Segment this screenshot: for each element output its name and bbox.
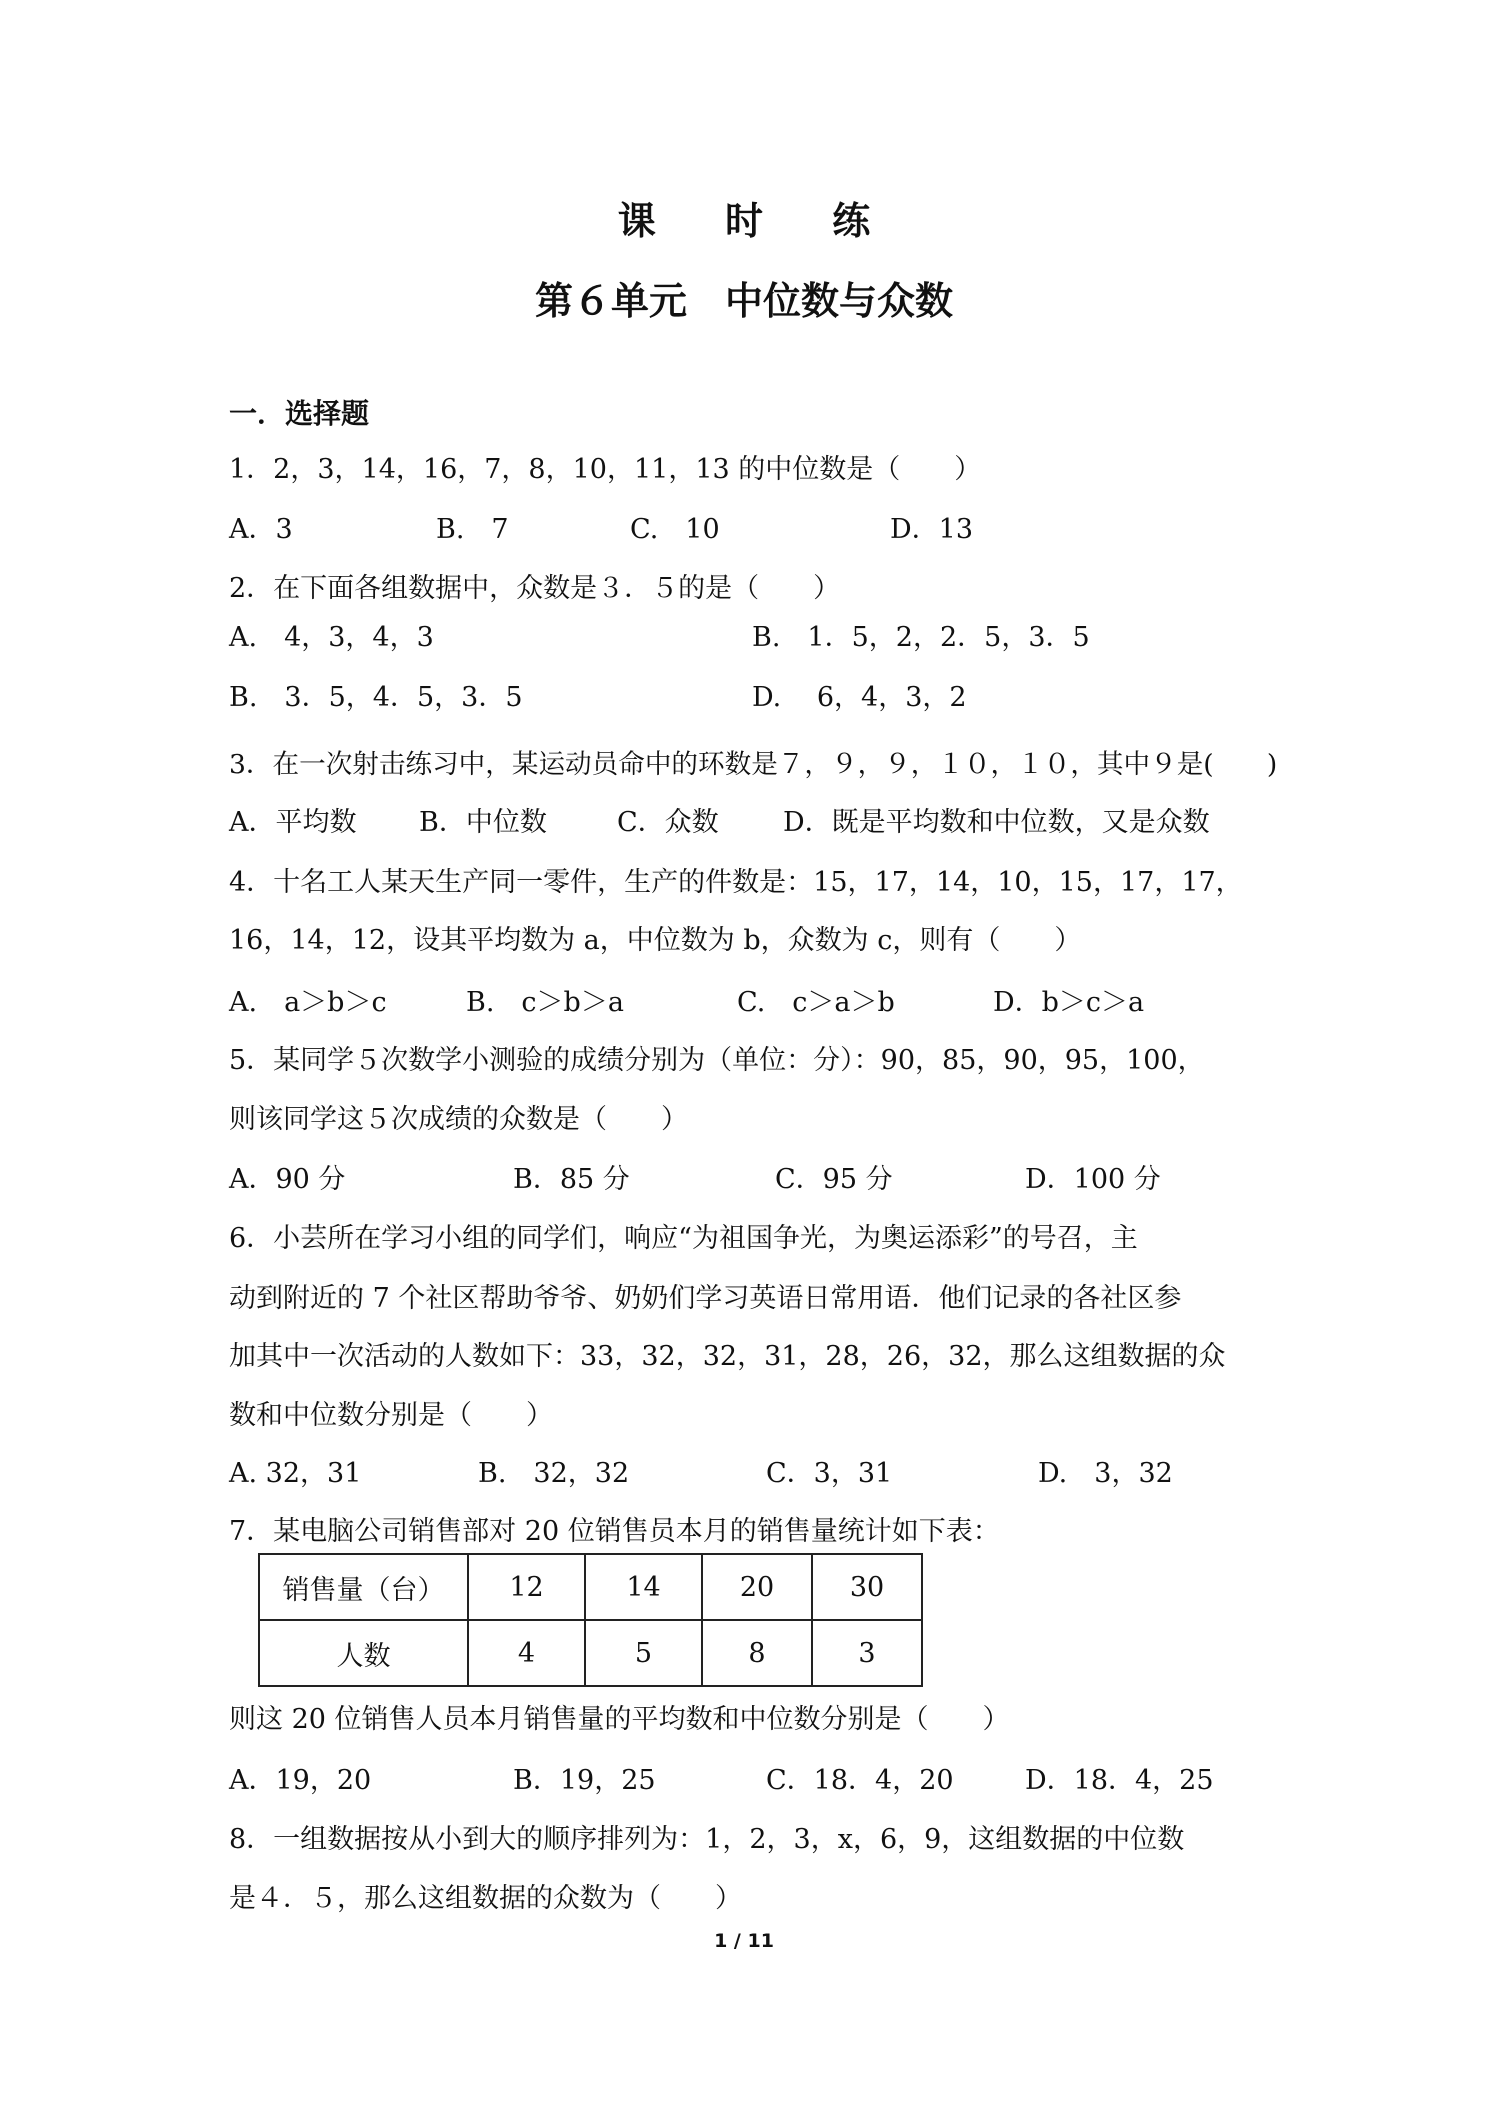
question-7-option-b: B．19，25 xyxy=(513,1765,656,1796)
question-5-option-c: C．95 分 xyxy=(775,1164,893,1195)
question-6-line-4: 数和中位数分别是（ ） xyxy=(229,1400,553,1431)
question-6-line-3: 加其中一次活动的人数如下：33，32，32，31，28，26，32，那么这组数据的众 xyxy=(229,1341,1226,1372)
question-4-option-b: B. c＞b＞a xyxy=(466,987,624,1018)
question-3-option-a: A．平均数 xyxy=(229,807,357,838)
question-6-option-a: A. 32，31 xyxy=(229,1458,362,1489)
question-5-line-2: 则该同学这５次成绩的众数是（ ） xyxy=(229,1104,688,1135)
question-6-line-1: 6．小芸所在学习小组的同学们，响应“为祖国争光，为奥运添彩”的号召，主 xyxy=(229,1223,1138,1254)
table-cell: 8 xyxy=(702,1620,812,1686)
question-7-option-a: A．19，20 xyxy=(229,1765,372,1796)
page-number: 1 / 11 xyxy=(714,1930,774,1952)
question-6-option-b: B. 32，32 xyxy=(478,1458,630,1489)
question-4-line-2: 16，14，12，设其平均数为 a，中位数为 b，众数为 c，则有（ ） xyxy=(229,925,1082,956)
question-5-line-1: 5．某同学５次数学小测验的成绩分别为（单位：分）：90，85，90，95，100， xyxy=(229,1045,1205,1076)
question-2-option-a: A. 4，3，4，3 xyxy=(229,622,434,653)
page-subtitle: 第６单元 中位数与众数 xyxy=(534,279,953,323)
table-cell: 3 xyxy=(812,1620,922,1686)
table-cell: 12 xyxy=(468,1554,585,1620)
question-7-option-d: D．18．4，25 xyxy=(1025,1765,1214,1796)
question-5-option-a: A．90 分 xyxy=(229,1164,346,1195)
sales-table xyxy=(258,1553,923,1687)
question-1-option-a: A．3 xyxy=(229,514,293,545)
table-cell: 20 xyxy=(702,1554,812,1620)
table-cell: 5 xyxy=(585,1620,702,1686)
question-8-line-1: 8．一组数据按从小到大的顺序排列为：1，2，3，x，6，9，这组数据的中位数 xyxy=(229,1824,1185,1855)
question-5-option-b: B．85 分 xyxy=(513,1164,630,1195)
question-4-line-1: 4．十名工人某天生产同一零件，生产的件数是：15，17，14，10，15，17，17， xyxy=(229,867,1243,898)
question-2-option-d: D. 6，4，3，2 xyxy=(752,682,967,713)
question-4-option-a: A. a＞b＞c xyxy=(229,987,387,1018)
question-1-stem: 1．2，3，14，16，7，8，10，11，13 的中位数是（ ） xyxy=(229,454,982,485)
question-6-option-d: D. 3，32 xyxy=(1038,1458,1173,1489)
question-6-option-c: C．3，31 xyxy=(766,1458,893,1489)
table-cell: 30 xyxy=(812,1554,922,1620)
question-1-option-b: B. 7 xyxy=(436,514,509,545)
question-1-option-d: D．13 xyxy=(890,514,974,545)
table-cell: 14 xyxy=(585,1554,702,1620)
question-5-option-d: D．100 分 xyxy=(1025,1164,1161,1195)
question-4-option-c: C. c＞a＞b xyxy=(737,987,895,1018)
question-7-option-c: C．18．4，20 xyxy=(766,1765,954,1796)
question-2-stem: 2．在下面各组数据中，众数是３．５的是（ ） xyxy=(229,573,841,604)
question-3-option-b: B．中位数 xyxy=(419,807,547,838)
question-2-option-c: B. 3．5，4．5，3．5 xyxy=(229,682,523,713)
question-1-option-c: C. 10 xyxy=(630,514,720,545)
question-8-line-2: 是４．５，那么这组数据的众数为（ ） xyxy=(229,1883,742,1914)
question-2-option-b: B. 1．5，2，2．5，3．5 xyxy=(752,622,1090,653)
question-7-stem: 7．某电脑公司销售部对 20 位销售员本月的销售量统计如下表： xyxy=(229,1516,1000,1547)
question-3-option-d: D．既是平均数和中位数，又是众数 xyxy=(783,807,1210,838)
question-6-line-2: 动到附近的 7 个社区帮助爷爷、奶奶们学习英语日常用语．他们记录的各社区参 xyxy=(229,1283,1182,1314)
question-3-option-c: C．众数 xyxy=(617,807,719,838)
table-row xyxy=(259,1554,922,1620)
table-cell: 人数 xyxy=(259,1620,468,1686)
page-title: 课 时 练 xyxy=(617,199,899,243)
question-7-followup: 则这 20 位销售人员本月销售量的平均数和中位数分别是（ ） xyxy=(229,1704,1010,1735)
question-3-stem: 3．在一次射击练习中，某运动员命中的环数是７，９，９，１０，１０，其中９是( ) xyxy=(229,749,1278,780)
table-cell: 4 xyxy=(468,1620,585,1686)
table-row xyxy=(259,1620,922,1686)
table-cell: 销售量（台） xyxy=(259,1554,468,1620)
question-4-option-d: D．b＞c＞a xyxy=(993,987,1145,1018)
section-heading: 一．选择题 xyxy=(229,397,370,430)
